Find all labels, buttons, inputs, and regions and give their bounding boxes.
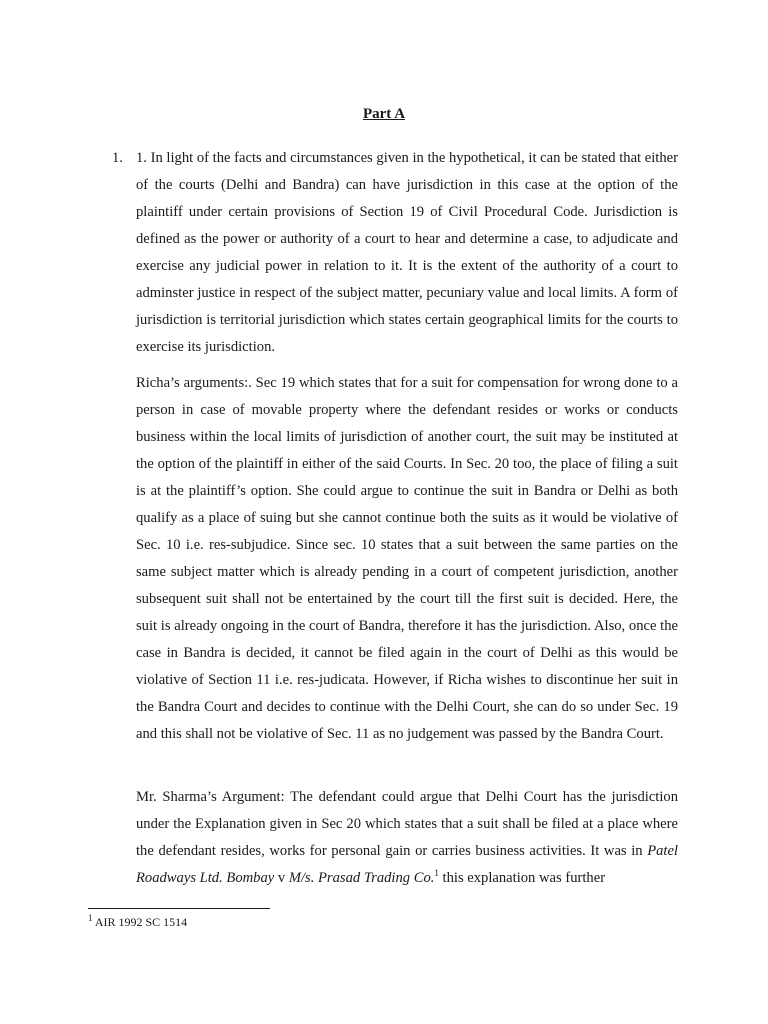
footnote-marker: 1	[88, 913, 93, 923]
footnote	[88, 914, 187, 930]
footnote-divider	[88, 908, 270, 909]
footnote-text: AIR 1992 SC 1514	[92, 915, 188, 929]
list-number: 1.	[112, 150, 123, 166]
footnote-reference[interactable]: 1	[434, 868, 439, 879]
paragraph-intro: 1. In light of the facts and circumstances given in the hypothetical, it can be stated that either of the courts (Delhi and Bandra) can have jurisdiction in this case at the option of the plaintiff under certain provisions of Section 19 of Civil Procedural Code. Jurisdiction is defined as the power or authority of a court to hear and determine a case, to adjudicate and exercise any judicial power in relation to it. It is the extent of the authority of a court to adminster justice in respect of the subject matter, pecuniary value and local limits. A form of jurisdiction is territorial jurisdiction which states certain geographical limits for the courts to exercise its jurisdiction.	[136, 150, 678, 355]
versus-text: v	[274, 870, 289, 886]
case-name: M/s. Prasad Trading Co.	[288, 870, 435, 886]
paragraph-text: Mr. Sharma’s Argument: The defendant could argue that Delhi Court has the jurisdiction under the Explanation given in Sec 20 which states that a suit shall be filed at a place where the defendant resides, works for personal gain or carries business activities. It was in	[136, 789, 678, 859]
section-heading: Part A	[362, 106, 406, 122]
paragraph-sharma-argument	[136, 784, 678, 892]
paragraph-text: this explanation was further	[438, 870, 606, 886]
case-name: Patel Roadways Ltd. Bombay	[136, 843, 678, 886]
paragraph-richa-arguments: Richa’s arguments:. Sec 19 which states that for a suit for compensation for wrong done to a person in case of movable property where the defendant resides or works or conducts business within the local limits of jurisdiction of another court, the suit may be instituted at the option of the plaintiff in either of the said Courts. In Sec. 20 too, the place of filing a suit is at the plaintiff’s option. She could argue to continue the suit in Bandra or Delhi as both qualify as a place of suing but she cannot continue both the suits as it would be violative of Sec. 10 i.e. res-subjudice. Since sec. 10 states that a suit between the same parties on the same subject matter which is already pending in a court of competent jurisdiction, another subsequent suit shall not be entertained by the court till the first suit is decided. Here, the suit is already ongoing in the court of Bandra, therefore it has the jurisdiction. Also, once the case in Bandra is decided, it cannot be filed again in the court of Delhi as this would be violative of Section 11 i.e. res-judicata. However, if Richa wishes to discontinue her suit in the Bandra Court and decides to continue with the Delhi Court, she can do so under Sec. 19 and this shall not be violative of Sec. 11 as no judgement was passed by the Bandra Court.	[136, 375, 678, 742]
